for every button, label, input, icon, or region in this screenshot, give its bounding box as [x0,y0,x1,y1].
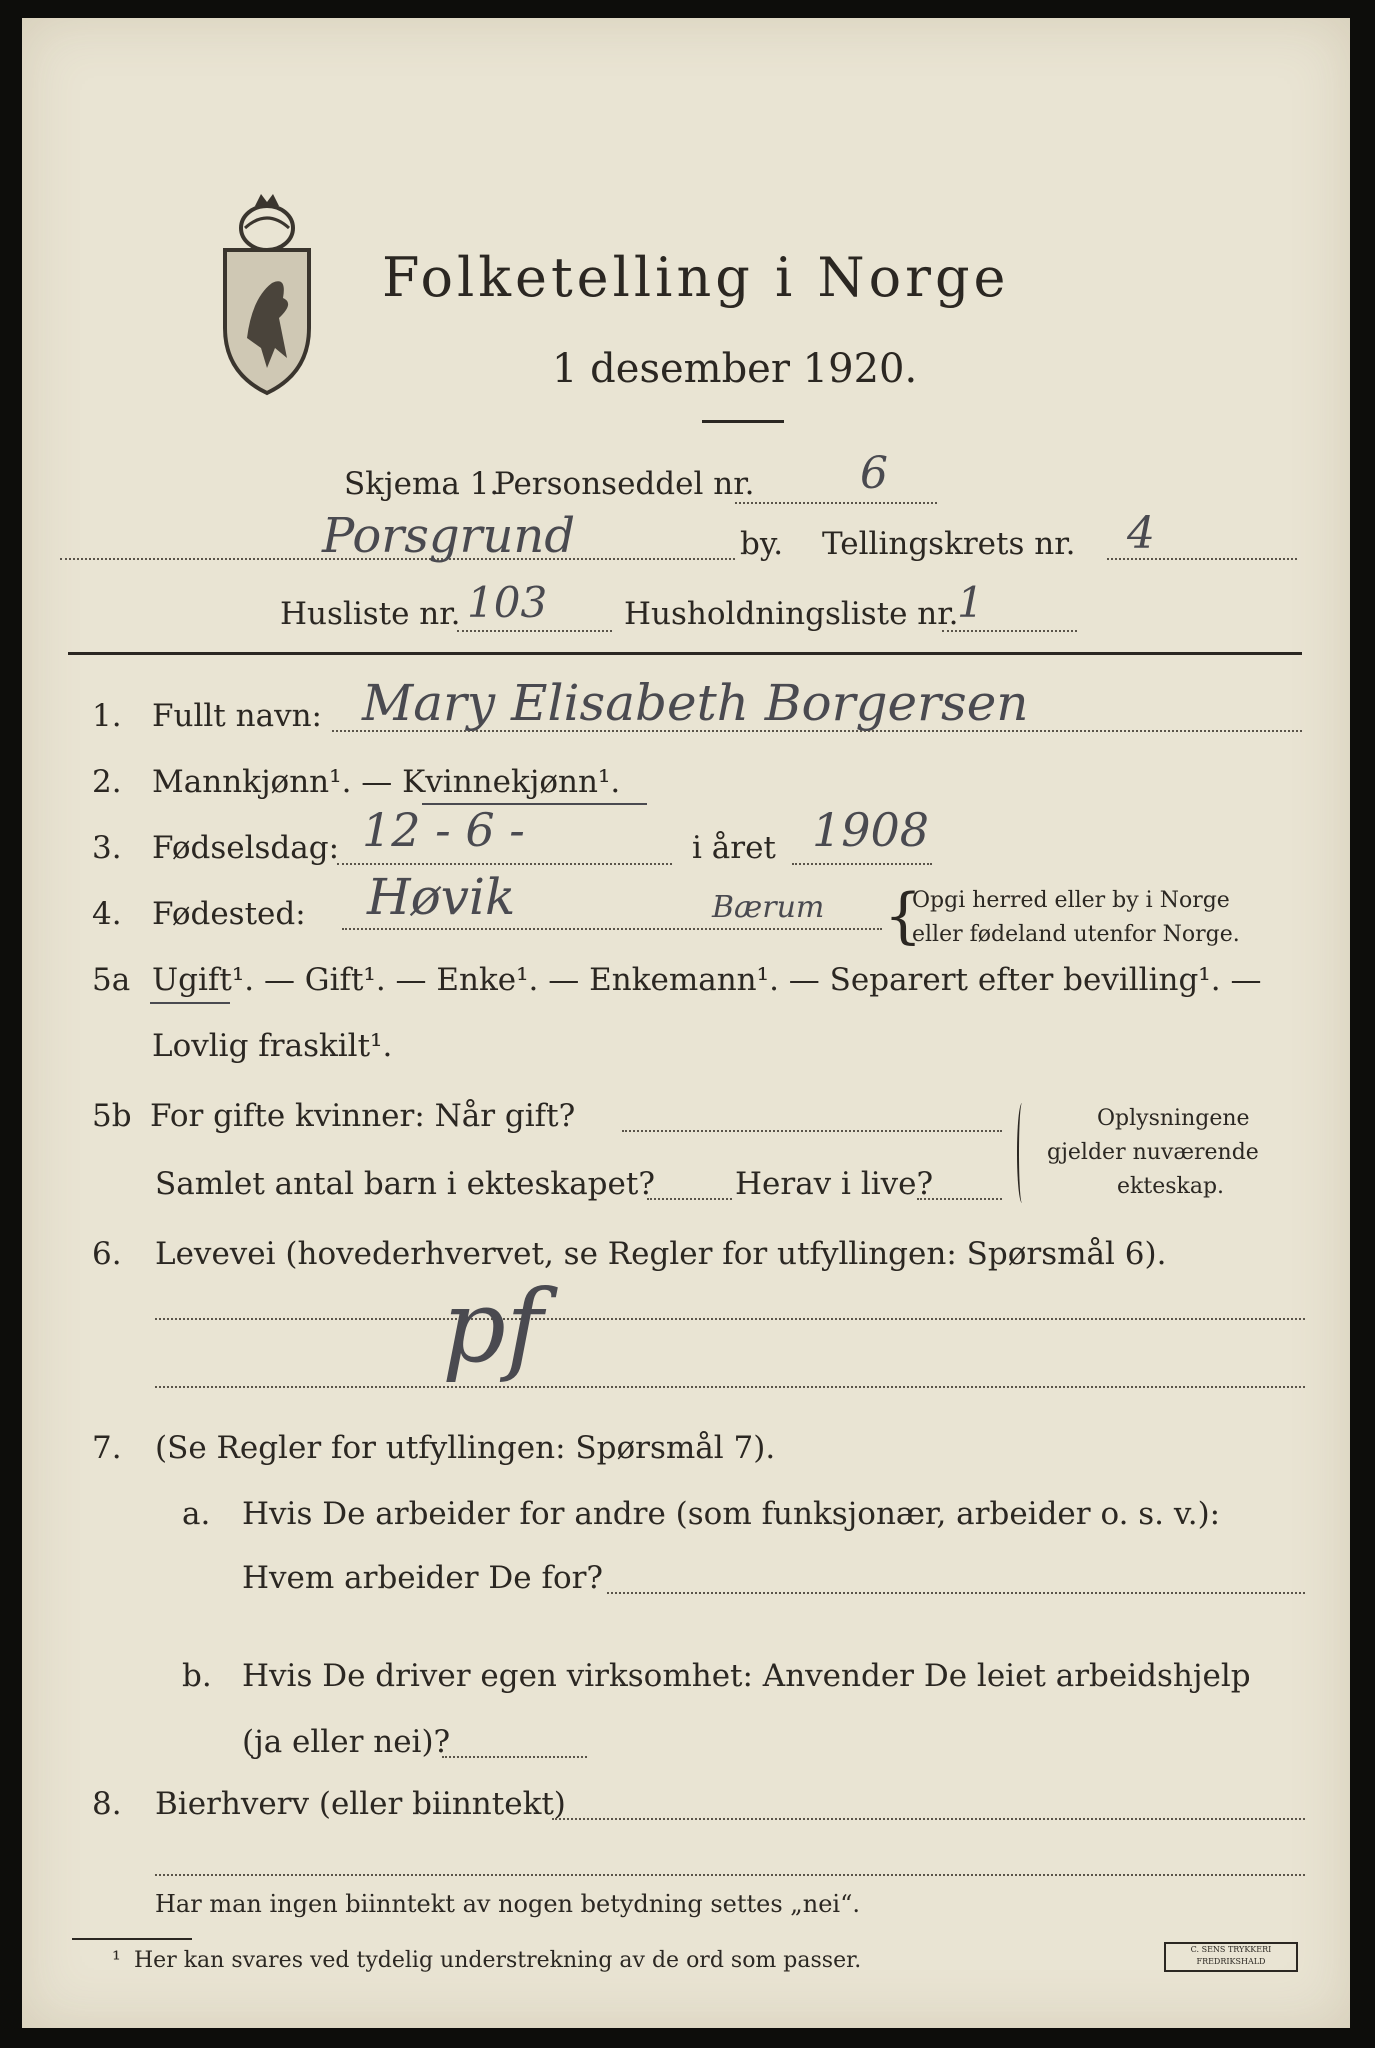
birthplace-secondary: Bærum [712,890,825,925]
q7b-letter: b. [182,1658,212,1694]
q7a-text2: Hvem arbeider De for? [242,1560,604,1596]
printer-stamp: C. SENS TRYKKERI FREDRIKSHALD [1164,1942,1298,1972]
marital-underline [150,1002,230,1004]
marital-options-2: Lovlig fraskilt¹. [152,1028,393,1064]
footnote-mark: ¹ [112,1948,121,1973]
tellingskrets-label: Tellingskrets nr. [822,526,1076,562]
birth-year-value: 1908 [812,803,930,857]
q5b-label: For gifte kvinner: Når gift? [150,1098,576,1134]
q5a-number: 5a [92,962,131,998]
q2-number: 2. [92,764,122,800]
by-label: by. [740,526,784,562]
q7b-text2: (ja eller nei)? [242,1724,451,1760]
q7b-text: Hvis De driver egen virksomhet: Anvender De leiet arbeidshjelp [242,1658,1251,1694]
personseddel-label: Personseddel nr. [494,466,755,502]
city-value: Porsgrund [322,508,576,564]
q5b-children-label: Samlet antal barn i ekteskapet? [155,1166,655,1202]
tellingskrets-value: 4 [1127,508,1155,559]
coat-of-arms-icon [217,188,317,398]
q5b-note-line2: gjelder nuværende [1047,1140,1259,1165]
marital-options: Ugift¹. — Gift¹. — Enke¹. — Enkemann¹. — Separert efter bevilling¹. — [152,962,1262,998]
income-note: Har man ingen biinntekt av nogen betydning settes „nei“. [155,1890,860,1918]
q4-label: Fødested: [152,896,306,932]
q7a-letter: a. [182,1496,211,1532]
birthplace-value: Høvik [367,868,516,926]
q7a-text: Hvis De arbeider for andre (som funksjonær, arbeider o. s. v.): [242,1496,1221,1532]
q5b-note-line1: Oplysningene [1097,1106,1250,1131]
husliste-value: 103 [467,578,548,627]
q1-label: Fullt navn: [152,698,322,734]
full-name-value: Mary Elisabeth Borgersen [362,674,1029,732]
schema-label: Skjema 1. [344,466,500,502]
q5b-note-line3: ekteskap. [1117,1174,1225,1199]
q8-label: Bierhverv (eller biinntekt) [155,1786,566,1822]
q5b-alive-label: Herav i live? [735,1166,934,1202]
q6-number: 6. [92,1236,122,1272]
footnote-text: Her kan svares ved tydelig understrekning av de ord som passer. [134,1948,862,1973]
footnote-rule [72,1938,192,1940]
gender-options: Mannkjønn¹. — Kvinnekjønn¹. [152,764,621,800]
q4-number: 4. [92,896,122,932]
q7-number: 7. [92,1430,122,1466]
census-form [22,18,1350,2028]
personseddel-value: 6 [860,448,888,499]
form-title: Folketelling i Norge [382,246,1010,309]
q3-number: 3. [92,830,122,866]
occupation-value: pf [442,1268,544,1385]
q5b-number: 5b [92,1098,132,1134]
husholdning-value: 1 [957,578,984,627]
census-date: 1 desember 1920. [552,346,918,392]
q1-number: 1. [92,698,122,734]
q8-number: 8. [92,1786,122,1822]
husholdning-label: Husholdningsliste nr. [624,596,959,632]
year-label: i året [692,830,776,866]
q4-note-line1: Opgi herred eller by i Norge [912,888,1230,913]
birthdate-value: 12 - 6 - [362,803,525,857]
q4-note-line2: eller fødeland utenfor Norge. [912,922,1240,947]
q3-label: Fødselsdag: [152,830,340,866]
note-brace: { [884,881,923,951]
q6-text: Levevei (hovederhvervet, se Regler for utfyllingen: Spørsmål 6). [155,1236,1167,1272]
header-rule [68,652,1302,655]
title-divider [702,420,784,423]
note-bracket [1017,1103,1027,1203]
husliste-label: Husliste nr. [280,596,461,632]
q7-text: (Se Regler for utfyllingen: Spørsmål 7). [155,1430,776,1466]
